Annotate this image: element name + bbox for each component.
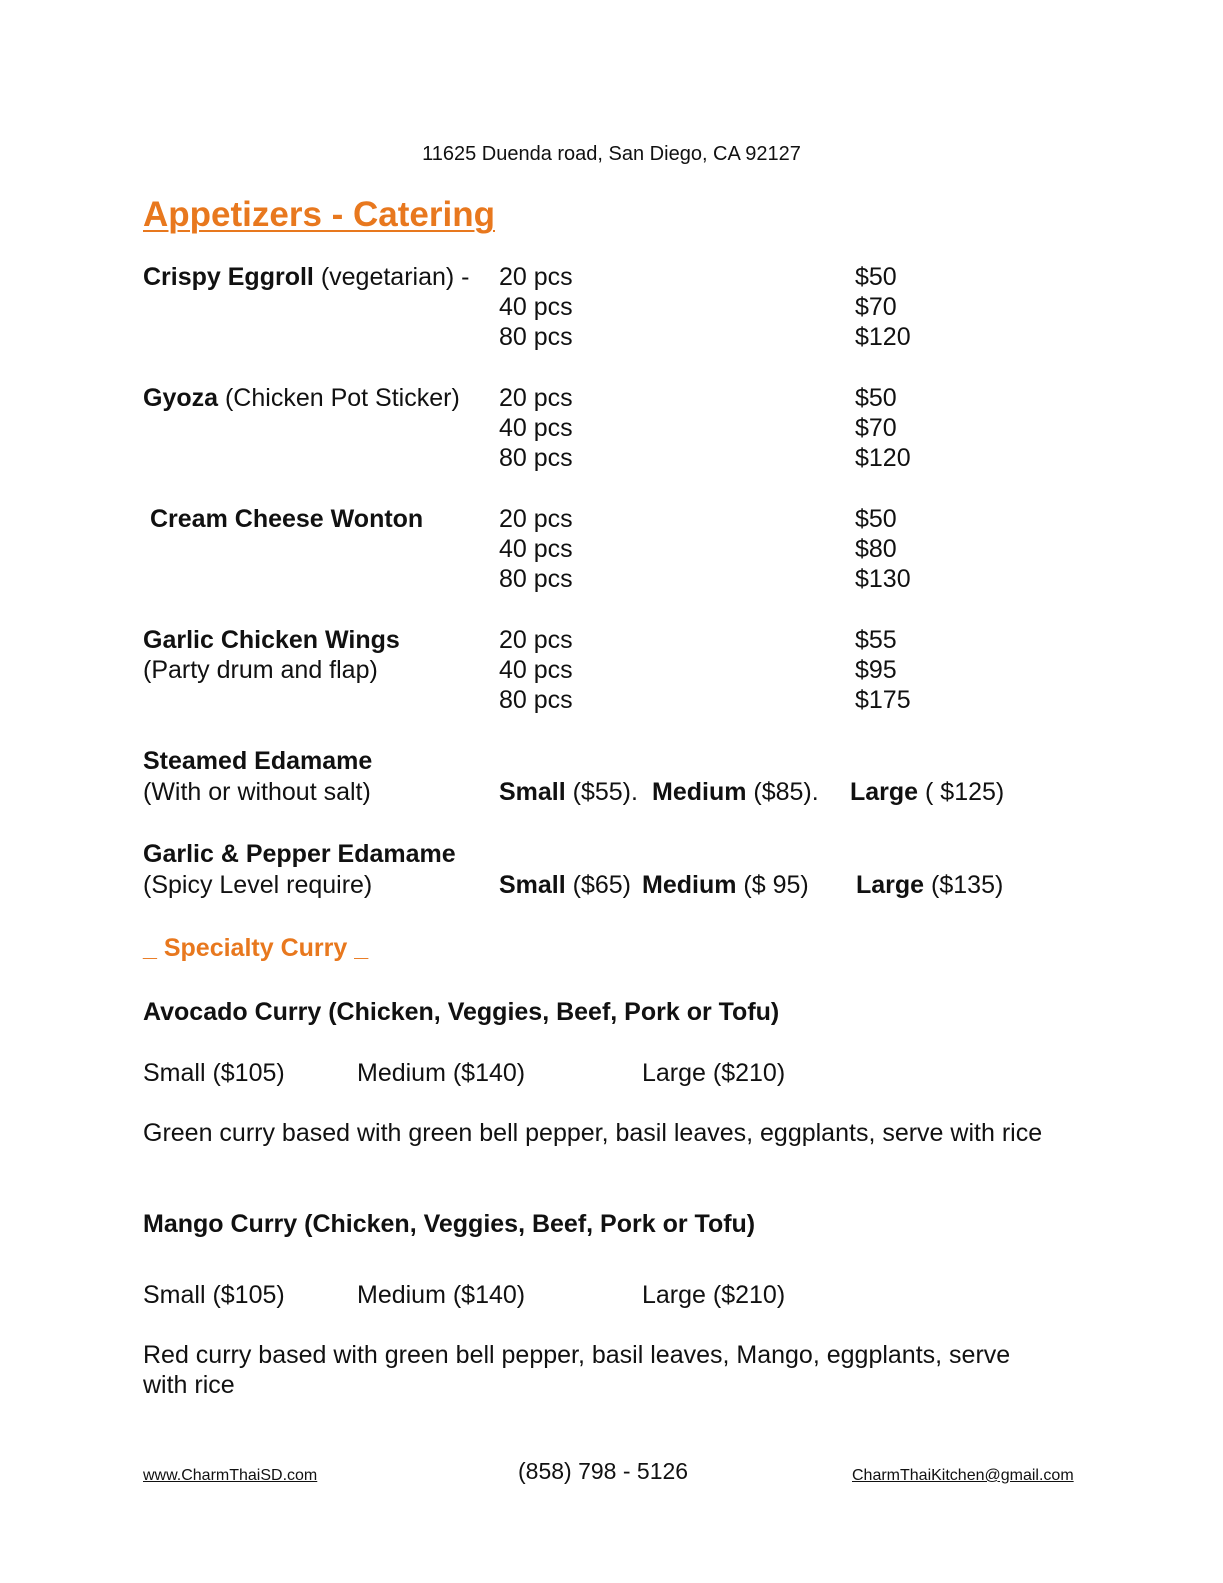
size-medium: Medium ($85). xyxy=(652,778,819,806)
price-list xyxy=(855,625,911,715)
size-small: Small ($55). xyxy=(499,778,638,806)
price: $50 xyxy=(855,505,897,533)
quantity-list xyxy=(499,262,573,352)
price-list xyxy=(855,504,911,594)
quantity-list xyxy=(499,383,573,473)
price: $130 xyxy=(855,565,911,593)
menu-item-gyoza xyxy=(143,383,460,413)
quantity: 80 pcs xyxy=(499,565,573,593)
item-note: (With or without salt) xyxy=(143,778,371,806)
price: $120 xyxy=(855,323,911,351)
menu-item-cream-cheese-wonton xyxy=(150,504,423,534)
size-large: Large ( $125) xyxy=(850,778,1005,806)
price: $175 xyxy=(855,686,911,714)
price: $50 xyxy=(855,384,897,412)
quantity: 20 pcs xyxy=(499,505,573,533)
price-list xyxy=(855,262,911,352)
size-large: Large ($210) xyxy=(642,1059,786,1087)
price: $120 xyxy=(855,444,911,472)
restaurant-address: 11625 Duenda road, San Diego, CA 92127 xyxy=(422,143,801,165)
quantity-list xyxy=(499,625,573,715)
menu-item-mango-curry: Mango Curry (Chicken, Veggies, Beef, Pork or Tofu) xyxy=(143,1210,756,1238)
price-list xyxy=(855,383,911,473)
price: $95 xyxy=(855,656,897,684)
size-prices xyxy=(0,1058,1223,1088)
quantity: 40 pcs xyxy=(499,656,573,684)
item-note: (Party drum and flap) xyxy=(143,656,378,684)
size-large: Large ($210) xyxy=(642,1281,786,1309)
size-prices xyxy=(0,1280,1223,1310)
quantity: 20 pcs xyxy=(499,384,573,412)
price: $70 xyxy=(855,293,897,321)
size-medium: Medium ($140) xyxy=(357,1281,526,1309)
price: $80 xyxy=(855,535,897,563)
item-note: (vegetarian) - xyxy=(313,263,470,291)
size-prices xyxy=(0,777,1223,807)
quantity: 80 pcs xyxy=(499,323,573,351)
item-name: Crispy Eggroll xyxy=(143,263,314,291)
quantity: 40 pcs xyxy=(499,414,573,442)
menu-item-garlic-chicken-wings xyxy=(143,625,400,685)
menu-item-avocado-curry: Avocado Curry (Chicken, Veggies, Beef, Pork or Tofu) xyxy=(143,998,780,1026)
price: $50 xyxy=(855,263,897,291)
item-description: Green curry based with green bell pepper, basil leaves, eggplants, serve with rice xyxy=(143,1119,1043,1147)
menu-item-steamed-edamame: Steamed Edamame xyxy=(143,747,373,775)
section-heading-specialty-curry: _ Specialty Curry _ xyxy=(143,934,369,962)
item-name: Gyoza xyxy=(143,384,219,412)
price: $55 xyxy=(855,626,897,654)
page-title: Appetizers - Catering xyxy=(143,195,495,234)
size-large: Large ($135) xyxy=(856,871,1004,899)
price: $70 xyxy=(855,414,897,442)
item-name: Garlic Chicken Wings xyxy=(143,626,400,654)
quantity: 40 pcs xyxy=(499,535,573,563)
website-link[interactable]: www.CharmThaiSD.com xyxy=(143,1467,318,1484)
quantity-list xyxy=(499,504,573,594)
size-medium: Medium ($ 95) xyxy=(642,871,809,899)
size-small: Small ($65) xyxy=(499,871,632,899)
size-small: Small ($105) xyxy=(143,1059,285,1087)
quantity: 80 pcs xyxy=(499,686,573,714)
item-description: Red curry based with green bell pepper, basil leaves, Mango, eggplants, serve with rice xyxy=(143,1341,1011,1399)
menu-item-garlic-pepper-edamame: Garlic & Pepper Edamame xyxy=(143,840,456,868)
item-name: Cream Cheese Wonton xyxy=(150,505,424,533)
email-link[interactable]: CharmThaiKitchen@gmail.com xyxy=(852,1467,1074,1484)
menu-item-crispy-eggroll xyxy=(143,262,470,292)
item-note: (Chicken Pot Sticker) xyxy=(218,384,460,412)
item-note: (Spicy Level require) xyxy=(143,871,373,899)
size-small: Small ($105) xyxy=(143,1281,285,1309)
quantity: 20 pcs xyxy=(499,263,573,291)
size-prices xyxy=(0,870,1223,900)
size-medium: Medium ($140) xyxy=(357,1059,526,1087)
phone-number: (858) 798 - 5126 xyxy=(518,1458,689,1484)
quantity: 20 pcs xyxy=(499,626,573,654)
quantity: 40 pcs xyxy=(499,293,573,321)
quantity: 80 pcs xyxy=(499,444,573,472)
